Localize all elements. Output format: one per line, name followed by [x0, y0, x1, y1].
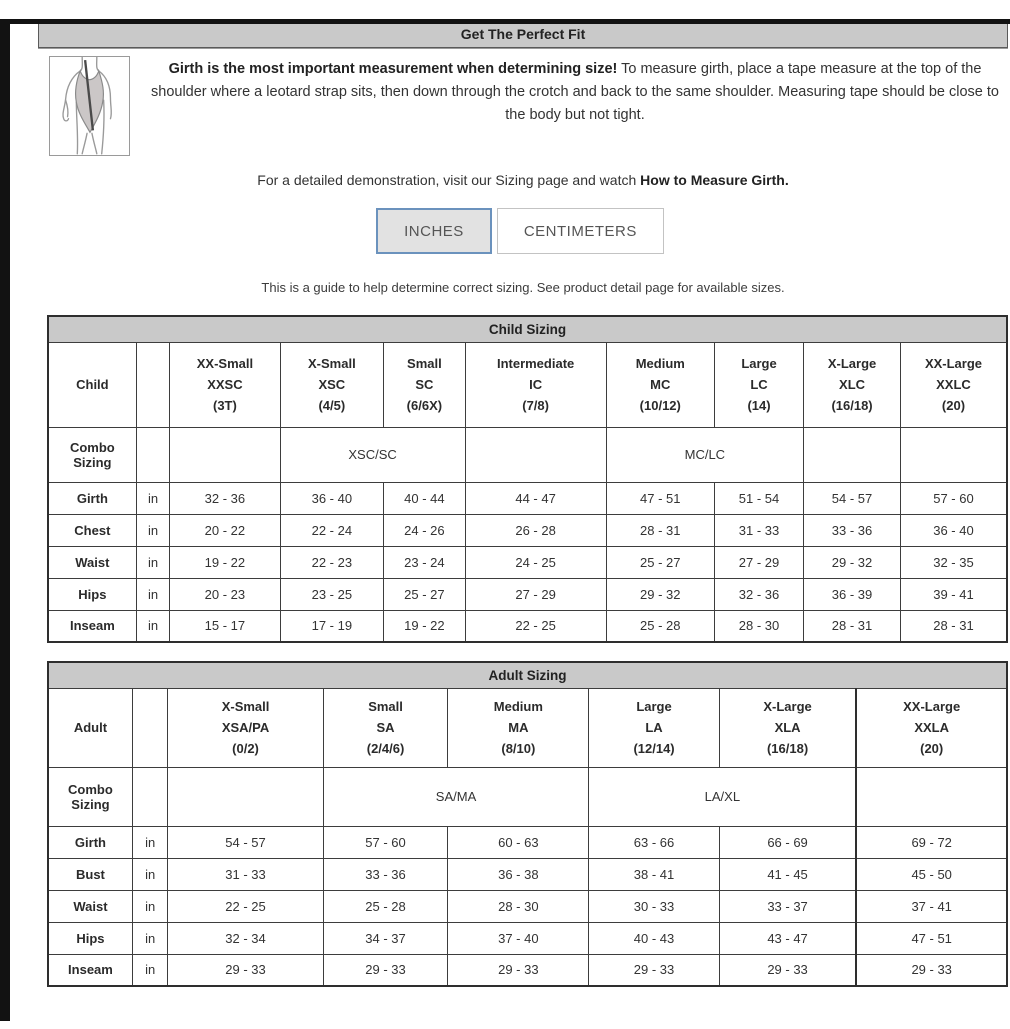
measurement-value: 32 - 34 [168, 922, 323, 954]
measurement-row [48, 922, 1007, 954]
size-column-name: Large [741, 356, 777, 371]
size-column-range: (3T) [213, 398, 237, 413]
size-column-code: MC [650, 377, 671, 392]
size-column-code: XLA [774, 720, 801, 735]
measurement-value: 33 - 36 [804, 514, 901, 546]
size-column-name: Small [368, 699, 403, 714]
measurement-row [48, 610, 1007, 642]
measurement-value: 20 - 22 [170, 514, 280, 546]
size-column-name: Small [407, 356, 442, 371]
size-column-code: SA [376, 720, 395, 735]
size-column-code: XXLA [914, 720, 950, 735]
measurement-value: 25 - 27 [384, 578, 466, 610]
measurement-value: 15 - 17 [170, 610, 280, 642]
measurement-value: 24 - 25 [465, 546, 606, 578]
measurement-value: 25 - 27 [606, 546, 714, 578]
measurement-value: 28 - 31 [804, 610, 901, 642]
measurement-value: 23 - 24 [384, 546, 466, 578]
size-column-header [804, 342, 901, 427]
measurement-value: 26 - 28 [465, 514, 606, 546]
size-column-name: XX-Large [924, 356, 983, 371]
size-column-range: (16/18) [766, 741, 809, 756]
size-column-code: XXSC [207, 377, 243, 392]
unit-cell: in [136, 482, 170, 514]
measurement-value: 29 - 33 [589, 954, 719, 986]
size-column-range: (8/10) [501, 741, 536, 756]
size-column-header [323, 688, 448, 767]
combo-sizing-label: Combo Sizing [48, 427, 136, 482]
measurement-value: 29 - 32 [804, 546, 901, 578]
combo-sizing-cell [900, 427, 1007, 482]
size-column-range: (12/14) [633, 741, 675, 756]
row-group-label: Adult [48, 688, 132, 767]
measurement-value: 19 - 22 [170, 546, 280, 578]
measurement-value: 31 - 33 [168, 858, 323, 890]
unit-column-header [136, 342, 170, 427]
measurement-value: 32 - 36 [714, 578, 803, 610]
size-column-name: X-Large [827, 356, 877, 371]
measurement-row [48, 546, 1007, 578]
inches-button[interactable]: INCHES [376, 208, 492, 254]
size-column-range: (16/18) [831, 398, 873, 413]
centimeters-button[interactable]: CENTIMETERS [497, 208, 664, 254]
unit-cell: in [136, 578, 170, 610]
size-column-header [900, 342, 1007, 427]
measurement-row [48, 858, 1007, 890]
measurement-value: 33 - 37 [719, 890, 856, 922]
girth-intro-section [49, 56, 1008, 156]
measurement-value: 25 - 28 [323, 890, 448, 922]
unit-cell [136, 427, 170, 482]
size-column-header [280, 342, 384, 427]
measurement-value: 40 - 43 [589, 922, 719, 954]
size-column-code: LC [750, 377, 768, 392]
measurement-value: 31 - 33 [714, 514, 803, 546]
child-sizing-section [47, 315, 1008, 643]
sizing-guide-note: This is a guide to help determine correct sizing. See product detail page for available sizes. [261, 280, 785, 295]
girth-intro-text [142, 56, 1008, 156]
measurement-value: 47 - 51 [856, 922, 1007, 954]
measurement-value: 22 - 24 [280, 514, 384, 546]
size-column-name: X-Large [763, 699, 812, 714]
measurement-value: 23 - 25 [280, 578, 384, 610]
size-column-code: IC [529, 377, 543, 392]
size-column-name: XX-Large [903, 699, 961, 714]
measurement-value: 29 - 32 [606, 578, 714, 610]
window-left-edge [0, 24, 10, 1021]
measurement-value: 29 - 33 [168, 954, 323, 986]
measurement-value: 29 - 33 [856, 954, 1007, 986]
measurement-value: 57 - 60 [323, 826, 448, 858]
size-column-header [448, 688, 589, 767]
size-column-header [465, 342, 606, 427]
page-title: Get The Perfect Fit [38, 19, 1008, 48]
window-top-edge [0, 19, 1010, 24]
size-column-code: XXLC [936, 377, 971, 392]
measurement-value: 19 - 22 [384, 610, 466, 642]
measurement-value: 45 - 50 [856, 858, 1007, 890]
measurement-value: 69 - 72 [856, 826, 1007, 858]
measurement-value: 44 - 47 [465, 482, 606, 514]
measurement-row [48, 954, 1007, 986]
combo-sizing-cell: LA/XL [589, 767, 857, 826]
measurement-value: 34 - 37 [323, 922, 448, 954]
size-column-name: XX-Small [196, 356, 254, 371]
measurement-value: 32 - 36 [170, 482, 280, 514]
unit-cell: in [132, 826, 167, 858]
combo-sizing-cell: MC/LC [606, 427, 804, 482]
demo-instruction [38, 172, 1008, 188]
measurement-value: 57 - 60 [900, 482, 1007, 514]
measurement-value: 28 - 31 [606, 514, 714, 546]
girth-intro-rest: To measure girth, place a tape measure at the top of the shoulder where a leotard strap sits, then down through the crotch and back to the same shoulder. Measuring tape should be close to the body but not tight. [151, 61, 999, 123]
size-column-header [168, 688, 323, 767]
demo-bold: How to Measure Girth. [640, 172, 789, 188]
measurement-value: 37 - 41 [856, 890, 1007, 922]
unit-cell: in [132, 922, 167, 954]
girth-measurement-illustration [49, 56, 130, 156]
combo-sizing-cell: XSC/SC [280, 427, 465, 482]
measurement-value: 17 - 19 [280, 610, 384, 642]
row-group-label: Child [48, 342, 136, 427]
measurement-value: 29 - 33 [448, 954, 589, 986]
size-column-header [606, 342, 714, 427]
measurement-value: 51 - 54 [714, 482, 803, 514]
measurement-label: Waist [48, 890, 132, 922]
measurement-value: 39 - 41 [900, 578, 1007, 610]
measurement-value: 22 - 25 [168, 890, 323, 922]
measurement-value: 66 - 69 [719, 826, 856, 858]
unit-cell: in [132, 858, 167, 890]
measurement-value: 28 - 30 [714, 610, 803, 642]
measurement-value: 20 - 23 [170, 578, 280, 610]
measurement-value: 24 - 26 [384, 514, 466, 546]
measurement-row [48, 826, 1007, 858]
measurement-value: 54 - 57 [804, 482, 901, 514]
unit-column-header [132, 688, 167, 767]
measurement-value: 60 - 63 [448, 826, 589, 858]
measurement-value: 28 - 31 [900, 610, 1007, 642]
combo-sizing-cell [168, 767, 323, 826]
combo-sizing-cell [804, 427, 901, 482]
measurement-value: 47 - 51 [606, 482, 714, 514]
measurement-row [48, 514, 1007, 546]
measurement-value: 36 - 39 [804, 578, 901, 610]
measurement-label: Waist [48, 546, 136, 578]
measurement-label: Hips [48, 578, 136, 610]
unit-cell: in [136, 610, 170, 642]
table-title: Child Sizing [48, 316, 1007, 342]
measurement-value: 41 - 45 [719, 858, 856, 890]
measurement-label: Inseam [48, 954, 132, 986]
size-column-range: (10/12) [639, 398, 681, 413]
size-column-code: SC [415, 377, 434, 392]
measurement-value: 28 - 30 [448, 890, 589, 922]
measurement-value: 27 - 29 [714, 546, 803, 578]
size-column-range: (2/4/6) [366, 741, 405, 756]
size-column-header [170, 342, 280, 427]
measurement-label: Chest [48, 514, 136, 546]
demo-text: For a detailed demonstration, visit our Sizing page and watch [257, 172, 641, 188]
size-column-range: (6/6X) [406, 398, 443, 413]
size-column-name: Large [636, 699, 672, 714]
measurement-label: Inseam [48, 610, 136, 642]
measurement-value: 37 - 40 [448, 922, 589, 954]
measurement-value: 29 - 33 [323, 954, 448, 986]
size-column-code: XSC [318, 377, 346, 392]
adult-sizing-section [47, 661, 1008, 987]
measurement-value: 36 - 38 [448, 858, 589, 890]
measurement-value: 40 - 44 [384, 482, 466, 514]
size-column-range: (20) [941, 398, 966, 413]
size-column-range: (7/8) [522, 398, 549, 413]
measurement-label: Bust [48, 858, 132, 890]
adult-sizing-table [47, 661, 1008, 987]
combo-sizing-label: Combo Sizing [48, 767, 132, 826]
measurement-value: 43 - 47 [719, 922, 856, 954]
measurement-value: 54 - 57 [168, 826, 323, 858]
unit-cell [132, 767, 167, 826]
size-column-range: (20) [920, 741, 944, 756]
size-column-code: LA [645, 720, 663, 735]
unit-cell: in [132, 954, 167, 986]
size-column-range: (4/5) [318, 398, 346, 413]
size-column-name: Medium [493, 699, 543, 714]
combo-sizing-cell [856, 767, 1007, 826]
measurement-row [48, 482, 1007, 514]
size-column-name: Medium [635, 356, 685, 371]
measurement-value: 22 - 23 [280, 546, 384, 578]
measurement-value: 33 - 36 [323, 858, 448, 890]
measurement-value: 36 - 40 [900, 514, 1007, 546]
leotard-figure-icon [50, 57, 129, 155]
measurement-value: 32 - 35 [900, 546, 1007, 578]
girth-intro-bold: Girth is the most important measurement when determining size! [168, 61, 618, 77]
measurement-value: 25 - 28 [606, 610, 714, 642]
size-column-range: (14) [747, 398, 771, 413]
measurement-value: 27 - 29 [465, 578, 606, 610]
unit-toggle-group [0, 208, 1010, 254]
unit-cell: in [136, 546, 170, 578]
unit-cell: in [132, 890, 167, 922]
size-column-header [714, 342, 803, 427]
measurement-label: Girth [48, 482, 136, 514]
measurement-row [48, 890, 1007, 922]
size-column-header [719, 688, 856, 767]
size-column-name: X-Small [308, 356, 356, 371]
size-column-range: (0/2) [232, 741, 259, 756]
measurement-label: Hips [48, 922, 132, 954]
child-sizing-table [47, 315, 1008, 643]
size-column-code: XSA/PA [221, 720, 270, 735]
size-column-name: Intermediate [496, 356, 575, 371]
measurement-value: 38 - 41 [589, 858, 719, 890]
size-column-header [856, 688, 1007, 767]
measurement-label: Girth [48, 826, 132, 858]
size-column-name: X-Small [221, 699, 270, 714]
measurement-row [48, 578, 1007, 610]
combo-sizing-cell: SA/MA [323, 767, 589, 826]
measurement-value: 29 - 33 [719, 954, 856, 986]
measurement-value: 63 - 66 [589, 826, 719, 858]
combo-sizing-cell [465, 427, 606, 482]
measurement-value: 36 - 40 [280, 482, 384, 514]
combo-sizing-cell [170, 427, 280, 482]
measurement-value: 22 - 25 [465, 610, 606, 642]
size-column-header [589, 688, 719, 767]
size-column-code: XLC [839, 377, 866, 392]
size-column-header [384, 342, 466, 427]
unit-cell: in [136, 514, 170, 546]
size-column-code: MA [508, 720, 529, 735]
measurement-value: 30 - 33 [589, 890, 719, 922]
table-title: Adult Sizing [48, 662, 1007, 688]
